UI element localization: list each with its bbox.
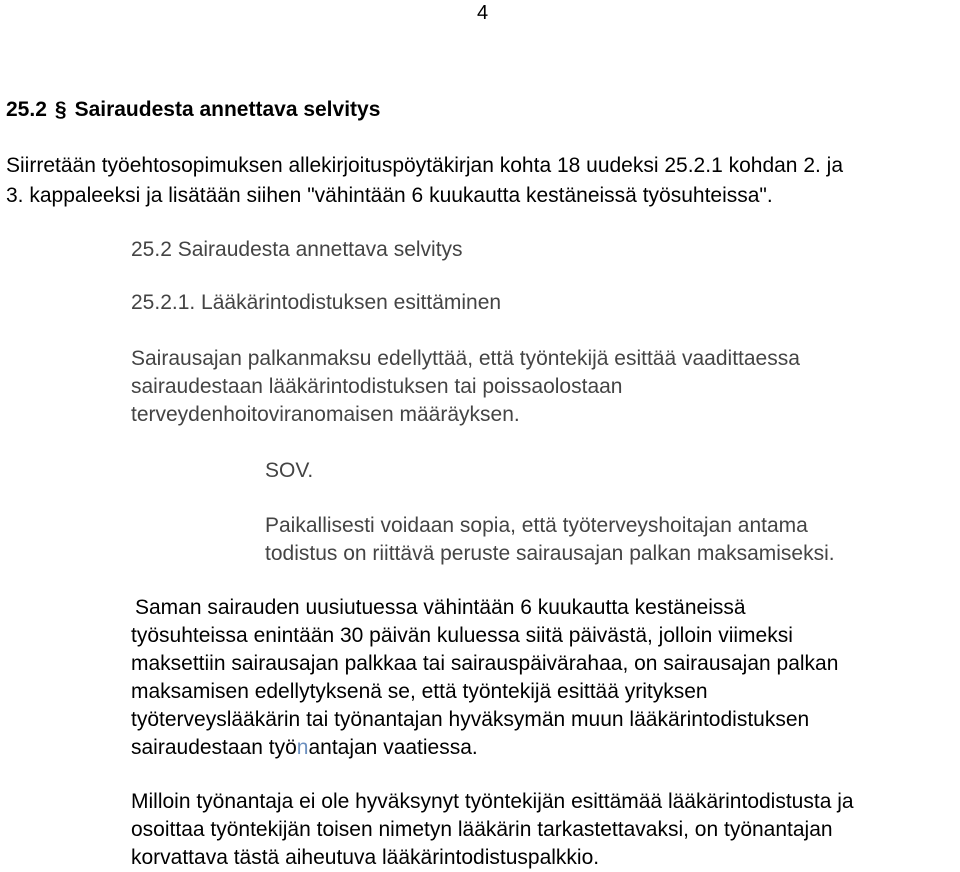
quoted-sub-sub-heading: 25.2.1. Lääkärintodistuksen esittäminen <box>131 291 502 314</box>
sov-paragraph <box>265 512 835 568</box>
quoted-sub-heading: 25.2 Sairaudesta annettava selvitys <box>131 238 463 261</box>
paragraph-line: sairaudestaan lääkärintodistuksen tai poissaolostaan <box>131 375 623 398</box>
section-title: Sairaudesta annettava selvitys <box>74 98 381 121</box>
section-number: 25.2 <box>6 98 47 121</box>
paragraph-line: Saman sairauden uusiutuessa vähintään 6 kuukautta kestäneissä <box>135 596 746 619</box>
paragraph-line: korvattava tästä aiheutuva lääkärintodistuspalkkio. <box>131 846 600 869</box>
quoted-paragraph-3 <box>131 788 854 872</box>
paragraph-line <box>131 734 838 762</box>
paragraph-line: työsuhteissa enintään 30 päivän kuluessa siitä päivästä, jolloin viimeksi <box>131 624 793 647</box>
page-number: 4 <box>477 2 489 24</box>
paragraph-line: todistus on riittävä peruste sairausajan palkan maksamiseksi. <box>265 542 835 565</box>
paragraph-line: Sairausajan palkanmaksu edellyttää, että työntekijä esittää vaadittaessa <box>131 347 800 370</box>
paragraph-line: Paikallisesti voidaan sopia, että työterveyshoitajan antama <box>265 514 808 537</box>
section-sign-icon: § <box>54 98 67 121</box>
paragraph-line: maksamisen edellytyksenä se, että työntekijä esittää yrityksen <box>131 680 708 703</box>
text-segment: sairaudestaan työ <box>131 736 297 759</box>
text-segment: antajan vaatiessa. <box>308 736 478 759</box>
paragraph-line: maksettiin sairausajan palkkaa tai sairauspäivärahaa, on sairausajan palkan <box>131 652 839 675</box>
paragraph-line: osoittaa työntekijän toisen nimetyn lääkärin tarkastettavaksi, on työnantajan <box>131 818 833 841</box>
sov-label: SOV. <box>265 459 314 482</box>
highlighted-character: n <box>296 736 309 759</box>
paragraph-line: työterveyslääkärin tai työnantajan hyväksymän muun lääkärintodistuksen <box>131 708 810 731</box>
quoted-paragraph-1 <box>131 345 800 429</box>
intro-line: Siirretään työehtosopimuksen allekirjoituspöytäkirjan kohta 18 uudeksi 25.2.1 kohdan 2. ja <box>6 154 844 177</box>
paragraph-line: terveydenhoitoviranomaisen määräyksen. <box>131 403 520 426</box>
paragraph-line: Milloin työnantaja ei ole hyväksynyt työntekijän esittämää lääkärintodistusta ja <box>131 790 854 813</box>
quoted-paragraph-2 <box>131 594 838 762</box>
intro-line: 3. kappaleeksi ja lisätään siihen "vähintään 6 kuukautta kestäneissä työsuhteissa". <box>6 184 773 207</box>
section-heading <box>6 98 380 122</box>
intro-paragraph <box>6 151 843 211</box>
